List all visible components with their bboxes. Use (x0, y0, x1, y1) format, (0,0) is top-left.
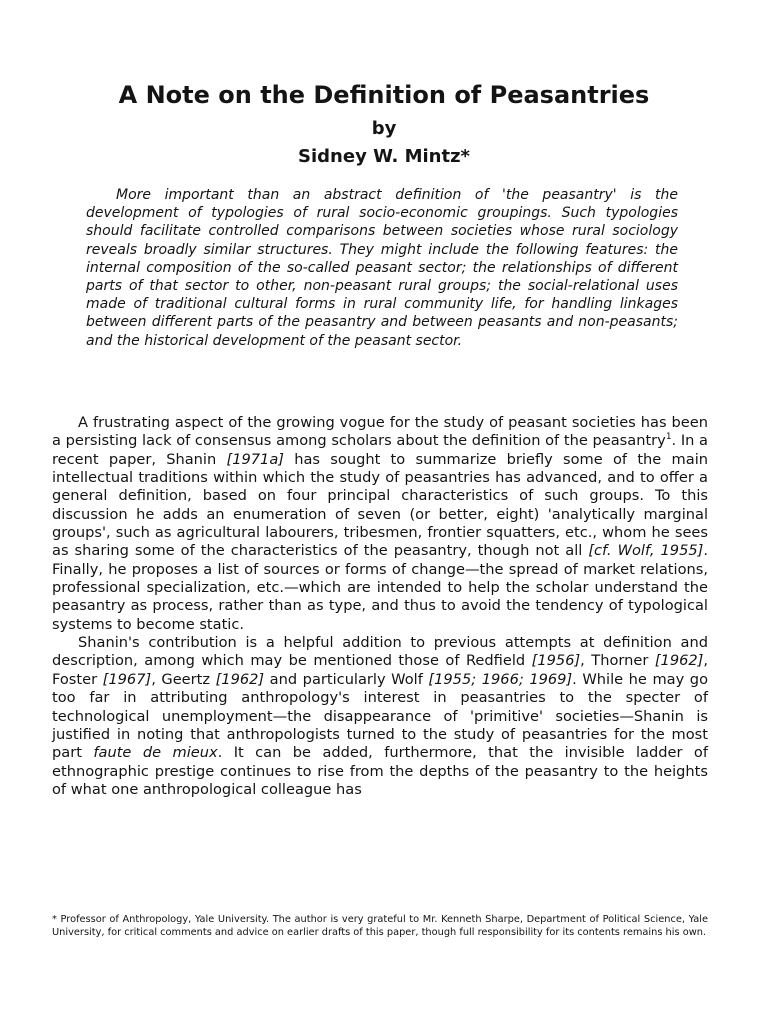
paragraph-1-text-b: . In a recent paper, Shanin (52, 432, 709, 468)
citation-wolf-1955-1966-1969: [1955; 1966; 1969] (428, 670, 573, 688)
citation-foster-1967: [1967] (102, 670, 152, 688)
paragraph-2-text-c: , Foster (52, 652, 709, 688)
paragraph-1-text-c: has sought to summarize briefly some of the main intellectual traditions within which the study of peasantries has advanced, and to offer a general definition, based on four principal characteristics of such groups. To this discussion he adds an enumeration of seven (or better, eight) 'analytically marginal groups', such as agricultural labourers, tribesmen, frontier squatters, etc., whom he sees as sharing some of the characteristics of the peasantry, though not all (52, 450, 708, 560)
citation-geertz-1962: [1962] (215, 670, 265, 688)
citation-shanin-1971a: [1971a] (226, 450, 284, 468)
paragraph-1-text-d: . Finally, he proposes a list of sources or forms of change—the spread of market relations, professional specialization, etc.—which are intended to help the scholar understand the peasantry as process, rather than as type, and thus to avoid the tendency of typological systems to become static. (52, 542, 708, 633)
citation-redfield-1956: [1956] (531, 652, 581, 670)
author-name: Sidney W. Mintz* (298, 146, 470, 167)
phrase-faute-de-mieux: faute de mieux (93, 744, 218, 762)
paragraph-2 (52, 634, 708, 799)
paragraph-1 (52, 414, 708, 634)
footnote: * Professor of Anthropology, Yale University. The author is very grateful to Mr. Kenneth Sharpe, Department of Political Science, Yale University, for critical comments and advice on earlier drafts of this paper, though full responsibility for its contents remains his own. (52, 914, 708, 938)
abstract: More important than an abstract definition of 'the peasantry' is the development of typologies of rural socio-economic groupings. Such typologies should facilitate controlled comparisons between societies whose rural sociology reveals broadly similar structures. They might include the following features: the internal composition of the so-called peasant sector; the relationships of different parts of that sector to other, non-peasant rural groups; the social-relational uses made of traditional cultural forms in rural community life, for handling linkages between different parts of the peasantry and between peasants and non-peasants; and the historical development of the peasant sector. (86, 187, 678, 349)
citation-cf-wolf-1955: [cf. Wolf, 1955] (588, 542, 704, 560)
paragraph-2-text-b: , Thorner (580, 652, 655, 670)
paragraph-2-text-a: Shanin's contribution is a helpful addition to previous attempts at definition and description, among which may be mentioned those of Redfield (52, 634, 708, 670)
citation-thorner-1962: [1962] (654, 652, 704, 670)
paragraph-1-text-a: A frustrating aspect of the growing vogue for the study of peasant societies has been a persisting lack of consensus among scholars about the definition of the peasantry (52, 414, 708, 450)
paragraph-2-text-f: . While he may go too far in attributing anthropology's interest in peasantries to the specter of technological unemployment—the disappearance of 'primitive' societies—Shanin is justified in noting that anthropologists turned to the study of peasantries for the most part (52, 670, 708, 762)
paragraph-2-text-g: . It can be added, furthermore, that the invisible ladder of ethnographic prestige continues to rise from the depths of the peasantry to the heights of what one anthropological colleague has (52, 744, 708, 798)
paragraph-2-text-e: and particularly Wolf (264, 670, 429, 688)
footnote-ref-1: 1 (665, 432, 672, 443)
paragraph-2-text-d: , Geertz (151, 670, 216, 688)
article-body (52, 414, 708, 799)
article-title: A Note on the Definition of Peasantries (118, 81, 650, 109)
byline-by: by (371, 118, 397, 139)
